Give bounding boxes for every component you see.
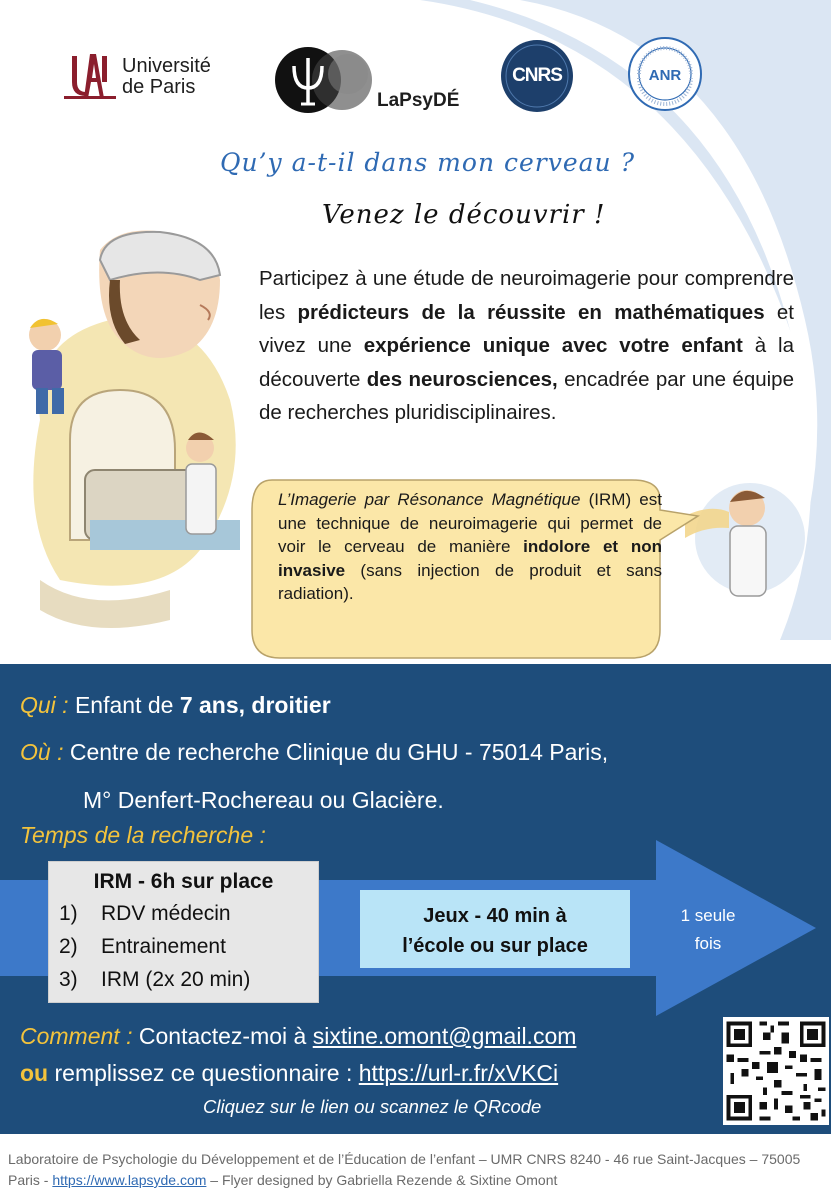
universite-name	[122, 56, 211, 98]
intro-text-1: Participez à une étude de neuroimagerie pour comprendre les	[259, 267, 794, 324]
irm-step-3-num: 3)	[59, 968, 78, 991]
lapsyde-name: LaPsyDÉ	[377, 90, 460, 111]
universite-de-paris-logo	[64, 52, 234, 104]
jeux-line-1: Jeux - 40 min à	[423, 905, 567, 927]
comment-label: Comment	[20, 1023, 120, 1049]
cnrs-logo	[500, 39, 574, 113]
temps-label: Temps de la recherche	[20, 822, 254, 848]
ou-line-2	[83, 787, 444, 814]
universite-emblem-icon	[64, 52, 116, 102]
anr-logo	[627, 36, 703, 112]
irm-step-2-label: Entrainement	[101, 935, 226, 958]
ou-label: Où	[20, 739, 51, 765]
irm-title: IRM - 6h sur place	[93, 870, 274, 893]
irm-step-2	[59, 935, 226, 959]
lapsyde-logo	[274, 44, 474, 116]
qui-text: Enfant de	[74, 692, 180, 718]
anr-logo-text: ANR	[648, 67, 682, 84]
irm-explanation-text-end: (sans injection de produit et sans radiation).	[278, 560, 662, 603]
headline-question: Qu’y a-t-il dans mon cerveau ?	[220, 148, 636, 177]
ou-text-2: M° Denfert-Rochereau ou Glacière.	[83, 787, 444, 813]
once-label	[660, 902, 756, 958]
intro-bold-1: prédicteurs de la réussite en mathématiques	[297, 300, 765, 324]
cnrs-logo-text: CNRS	[512, 65, 562, 86]
once-line-1: 1 seule	[680, 906, 736, 925]
irm-explanation-italic: L’Imagerie par Résonance Magnétique	[278, 490, 581, 509]
intro-bold-2: expérience unique avec votre enfant	[363, 334, 743, 358]
footer-credits: – Flyer designed by Gabriella Rezende & Sixtine Omont	[206, 1172, 558, 1188]
lapsyde-emblem-icon	[274, 44, 374, 116]
comment-sep: :	[119, 1023, 139, 1049]
ou-bold: ou	[20, 1060, 49, 1086]
jeux-line-2: l’école ou sur place	[402, 935, 588, 957]
comment-line	[20, 1023, 576, 1050]
intro-bold-3: des neurosciences,	[366, 367, 558, 391]
qui-bold: 7 ans, droitier	[179, 692, 331, 718]
irm-step-1-label: RDV médecin	[101, 902, 231, 925]
universite-line1: Université	[122, 55, 211, 77]
qui-label: Qui	[20, 692, 56, 718]
intro-paragraph	[259, 262, 794, 430]
questionnaire-line	[20, 1060, 558, 1087]
questionnaire-link[interactable]: https://url-r.fr/xVKCi	[358, 1060, 559, 1086]
irm-step-2-num: 2)	[59, 935, 78, 958]
footer-link[interactable]: https://www.lapsyde.com	[52, 1172, 207, 1188]
questionnaire-text: remplissez ce questionnaire :	[48, 1060, 359, 1086]
jeux-box	[360, 890, 630, 968]
irm-step-3-label: IRM (2x 20 min)	[101, 968, 251, 991]
qui-sep: :	[55, 692, 75, 718]
intro-text-2: et vivez une	[259, 300, 795, 358]
child-mri-illustration	[0, 220, 250, 640]
intro-text-4: encadrée par une équipe de recherches pluridisciplinaires.	[259, 367, 794, 425]
once-line-2: fois	[694, 934, 722, 953]
intro-text-3: à la découverte	[259, 334, 794, 391]
irm-step-3	[59, 968, 250, 992]
irm-step-1-num: 1)	[59, 902, 78, 925]
footer	[8, 1149, 826, 1191]
qr-hint: Cliquez sur le lien ou scannez le QRcode	[203, 1096, 542, 1117]
ou-line	[20, 739, 608, 766]
irm-explanation	[278, 488, 662, 606]
irm-explanation-bold: indolore et non invasive	[278, 537, 662, 580]
irm-schedule-box	[48, 861, 319, 1003]
irm-explanation-text: (IRM) est une technique de neuroimagerie qui permet de voir le cerveau de manière	[278, 490, 662, 556]
researcher-illustration	[685, 468, 805, 618]
temps-sep: :	[253, 822, 266, 848]
irm-step-1	[59, 902, 231, 926]
ou-sep: :	[50, 739, 70, 765]
universite-line2: de Paris	[122, 76, 196, 98]
qui-line	[20, 692, 331, 719]
qr-code[interactable]	[723, 1017, 829, 1125]
ou-text: Centre de recherche Clinique du GHU - 75014 Paris,	[69, 739, 609, 765]
headline-invite: Venez le découvrir !	[322, 200, 606, 230]
comment-text: Contactez-moi à	[138, 1023, 313, 1049]
footer-text: Laboratoire de Psychologie du Développement et de l’Éducation de l’enfant – UMR CNRS 8240 - 46 rue Saint-Jacques – 75005 Paris -	[8, 1151, 801, 1188]
email-link[interactable]: sixtine.omont@gmail.com	[312, 1023, 577, 1049]
jeux-text	[360, 901, 630, 961]
